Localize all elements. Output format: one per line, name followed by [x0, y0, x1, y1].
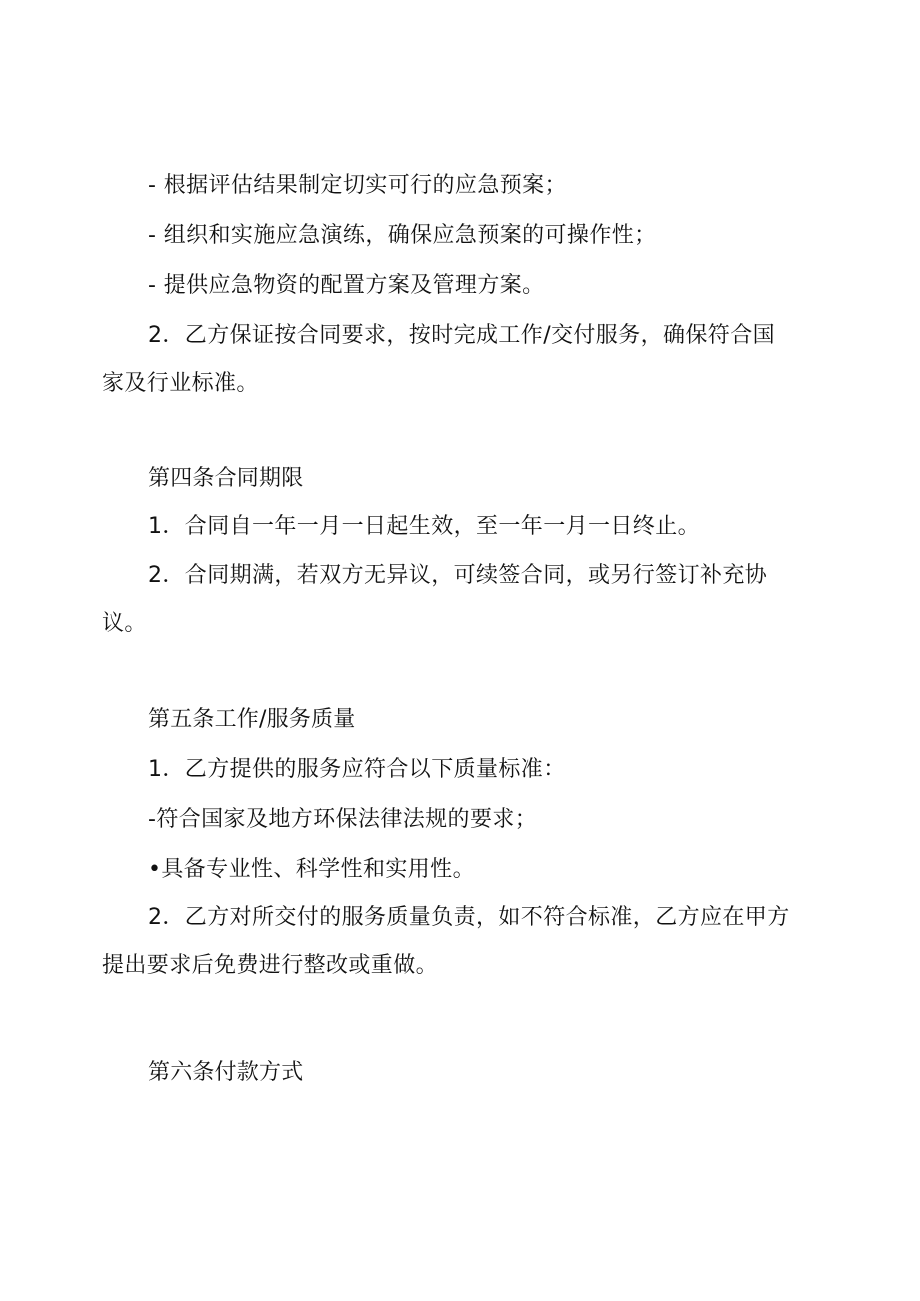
clause-4-item-1: 1．合同自一年一月一日起生效，至一年一月一日终止。 — [148, 514, 700, 539]
clause-5-item-2-line-2: 提出要求后免费进行整改或重做。 — [102, 953, 439, 978]
clause-3-item-2-line-1: 2．乙方保证按合同要求，按时完成工作/交付服务，确保符合国 — [148, 323, 776, 348]
clause-4-item-2-line-1: 2．合同期满，若双方无异议，可续签合同，或另行签订补充协 — [148, 563, 768, 588]
emergency-plan-item: - 根据评估结果制定切实可行的应急预案； — [148, 173, 567, 198]
clause-4-item-2-line-2: 议。 — [102, 611, 147, 636]
clause-4-heading: 第四条合同期限 — [148, 466, 304, 491]
clause-5-bullet-2: •具备专业性、科学性和实用性。 — [148, 857, 475, 882]
clause-5-item-2-line-1: 2．乙方对所交付的服务质量负责，如不符合标准，乙方应在甲方 — [148, 905, 790, 930]
emergency-supplies-item: - 提供应急物资的配置方案及管理方案。 — [148, 273, 545, 298]
clause-5-heading: 第五条工作/服务质量 — [148, 707, 356, 732]
clause-6-heading: 第六条付款方式 — [148, 1060, 304, 1085]
clause-5-bullet-1: -符合国家及地方环保法律法规的要求； — [148, 807, 538, 832]
emergency-drill-item: - 组织和实施应急演练，确保应急预案的可操作性； — [148, 223, 657, 248]
clause-3-item-2-line-2: 家及行业标准。 — [102, 371, 259, 396]
clause-5-item-1: 1．乙方提供的服务应符合以下质量标准： — [148, 757, 566, 782]
